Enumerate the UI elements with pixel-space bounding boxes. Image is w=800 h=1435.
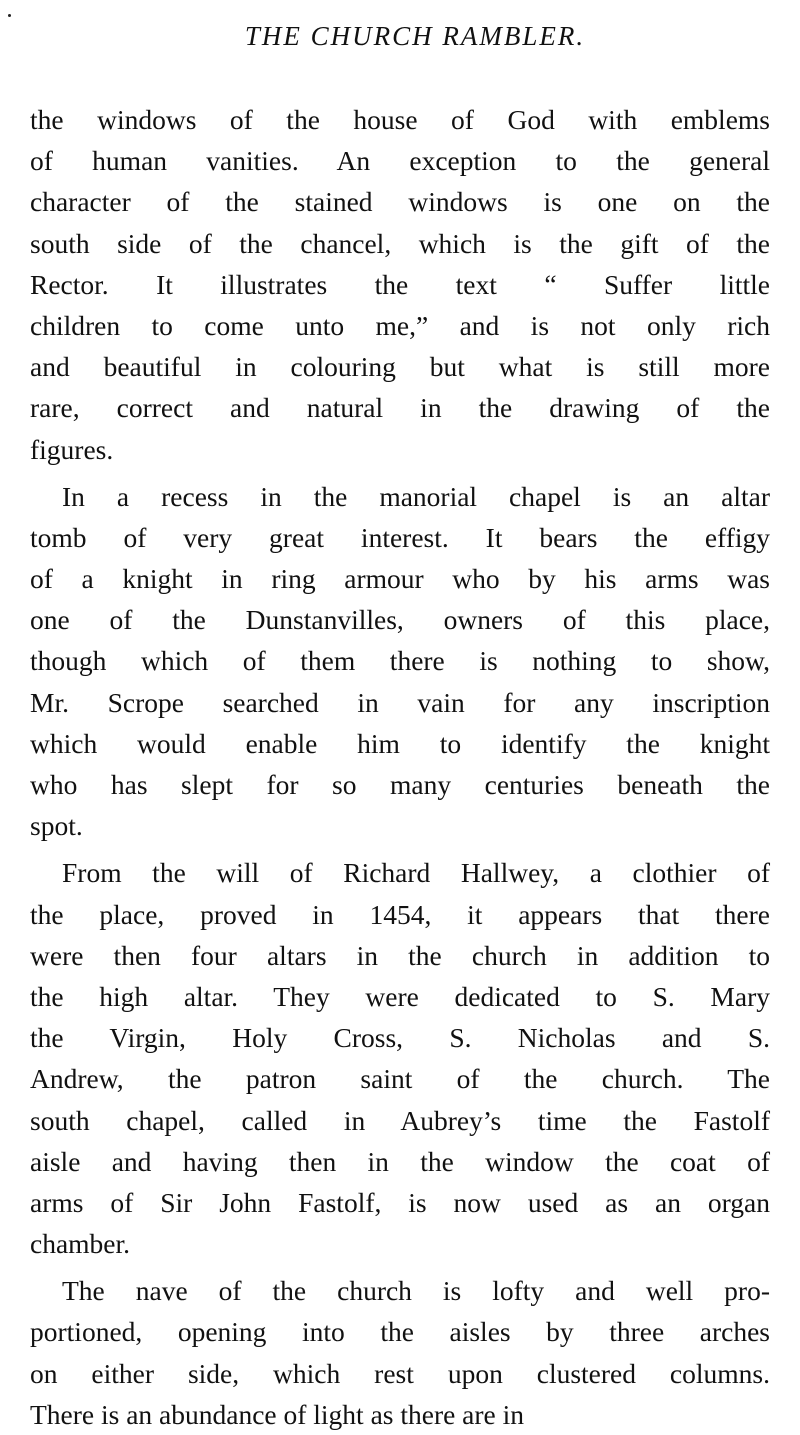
text-line: the windows of the house of God with emblems (30, 104, 770, 135)
text-line: tomb of very great interest. It bears the effigy (30, 521, 770, 553)
paragraph (30, 1270, 770, 1435)
text-line: of a knight in ring armour who by his arms was (30, 563, 770, 595)
text-line: The nave of the church is lofty and well pro- (62, 1275, 770, 1307)
running-head: THE CHURCH RAMBLER. (244, 21, 586, 51)
text-line: which would enable him to identify the knight (30, 727, 770, 759)
text-line: and beautiful in colouring but what is still more (30, 351, 770, 383)
text-line: Mr. Scrope searched in vain for any inscription (30, 686, 770, 718)
text-line: though which of them there is nothing to show, (30, 645, 770, 677)
text-line: spot. (30, 810, 83, 842)
text-line: the high altar. They were dedicated to S. Mary (30, 980, 770, 1012)
text-line: Andrew, the patron saint of the church. The (30, 1063, 770, 1095)
text-line: the Virgin, Holy Cross, S. Nicholas and S. (30, 1022, 770, 1054)
text-line: of human vanities. An exception to the general (30, 145, 770, 177)
text-line: portioned, opening into the aisles by three arches (30, 1316, 770, 1348)
text-line: south side of the chancel, which is the gift of the (30, 227, 770, 259)
paragraph (30, 476, 770, 847)
text-line: aisle and having then in the window the coat of (30, 1145, 770, 1177)
text-line: who has slept for so many centuries beneath the (30, 769, 770, 800)
text-line: figures. (30, 433, 114, 465)
text-line: children to come unto me,” and is not only rich (30, 309, 770, 341)
text-line: character of the stained windows is one on the (30, 186, 770, 218)
paragraph (30, 99, 770, 470)
text-line: There is an abundance of light as there are in (30, 1398, 525, 1430)
body-text (30, 99, 770, 1435)
text-line: the place, proved in 1454, it appears that there (30, 898, 770, 930)
text-line: In a recess in the manorial chapel is an altar (62, 480, 770, 512)
text-line: rare, correct and natural in the drawing of the (30, 392, 770, 424)
text-line: on either side, which rest upon clustered columns. (30, 1357, 770, 1389)
text-line: From the will of Richard Hallwey, a clothier of (62, 857, 770, 889)
text-line: arms of Sir John Fastolf, is now used as an organ (30, 1186, 770, 1218)
text-line: south chapel, called in Aubrey’s time the Fastolf (30, 1104, 770, 1136)
print-speck (8, 14, 11, 17)
text-line: were then four altars in the church in addition to (30, 939, 770, 971)
text-line: one of the Dunstanvilles, owners of this place, (30, 604, 770, 636)
text-line: Rector. It illustrates the text “ Suffer little (30, 268, 770, 300)
paragraph (30, 852, 770, 1264)
text-line: chamber. (30, 1228, 131, 1260)
